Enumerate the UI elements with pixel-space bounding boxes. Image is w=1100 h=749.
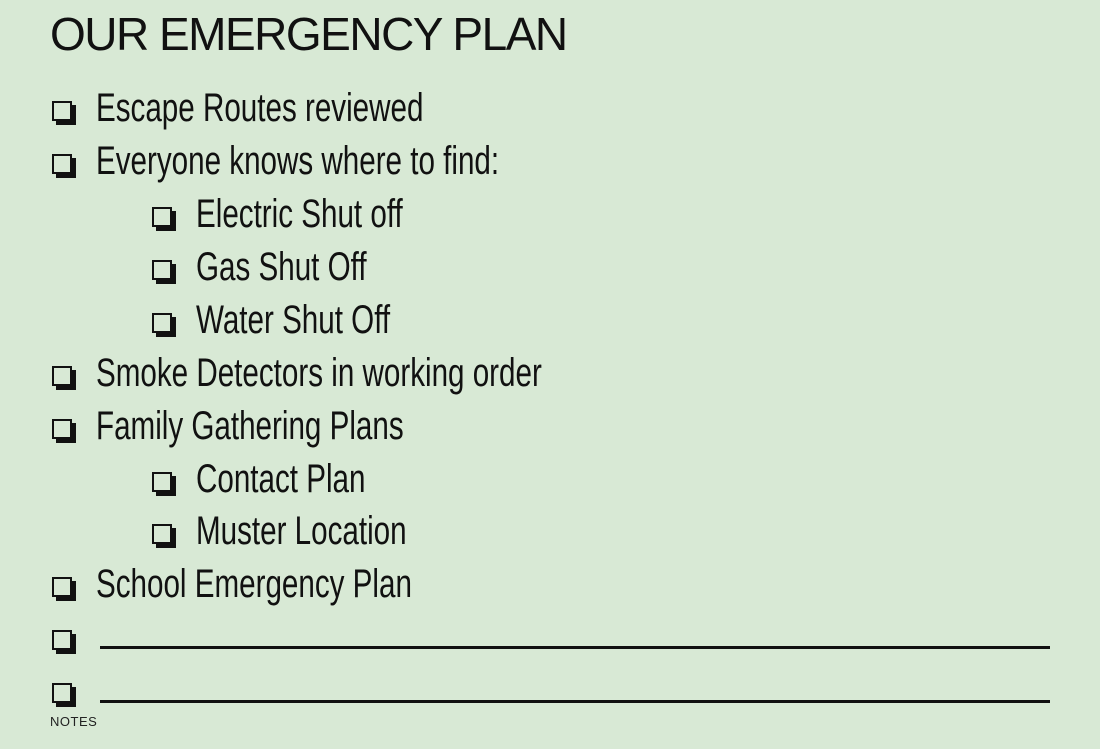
checklist-item-label: School Emergency Plan	[96, 562, 412, 606]
checklist-item-label: Water Shut Off	[196, 298, 391, 342]
checklist-item-label: Escape Routes reviewed	[96, 86, 424, 130]
write-in-line[interactable]	[100, 646, 1050, 649]
checklist-subitem-muster-location	[152, 505, 481, 557]
checklist-item-family-gathering	[52, 400, 512, 452]
checklist-subitem-electric-shut-off	[152, 188, 475, 240]
checkbox[interactable]	[52, 101, 72, 121]
checklist-item-label: Contact Plan	[196, 457, 366, 501]
checklist-item-label: Electric Shut off	[196, 192, 403, 236]
checklist-item-everyone-knows	[52, 135, 641, 187]
checklist-item-blank-1	[52, 611, 72, 663]
checklist-item-school-emergency	[52, 558, 523, 610]
checkbox[interactable]	[52, 154, 72, 174]
checklist-item-label: Gas Shut Off	[196, 245, 367, 289]
checklist-item-label: Smoke Detectors in working order	[96, 351, 542, 395]
notes-label: NOTES	[50, 714, 98, 729]
checklist-subitem-contact-plan	[152, 453, 425, 505]
checklist-item-label: Everyone knows where to find:	[96, 139, 500, 183]
write-in-line[interactable]	[100, 700, 1050, 703]
checkbox[interactable]	[52, 630, 72, 650]
checklist-item-smoke-detectors	[52, 347, 698, 399]
checklist-item-blank-2	[52, 664, 72, 716]
checkbox[interactable]	[52, 366, 72, 386]
checklist-subitem-water-shut-off	[152, 294, 458, 346]
checklist-item-label: Muster Location	[196, 509, 407, 553]
checkbox[interactable]	[52, 683, 72, 703]
checklist-item-label: Family Gathering Plans	[96, 404, 404, 448]
checkbox[interactable]	[152, 524, 172, 544]
page-title: OUR EMERGENCY PLAN	[50, 8, 567, 60]
checkbox[interactable]	[152, 472, 172, 492]
checkbox[interactable]	[152, 207, 172, 227]
checkbox[interactable]	[52, 419, 72, 439]
checklist-subitem-gas-shut-off	[152, 241, 427, 293]
checklist-item-escape-routes	[52, 82, 538, 134]
checkbox[interactable]	[152, 313, 172, 333]
checkbox[interactable]	[52, 577, 72, 597]
checkbox[interactable]	[152, 260, 172, 280]
